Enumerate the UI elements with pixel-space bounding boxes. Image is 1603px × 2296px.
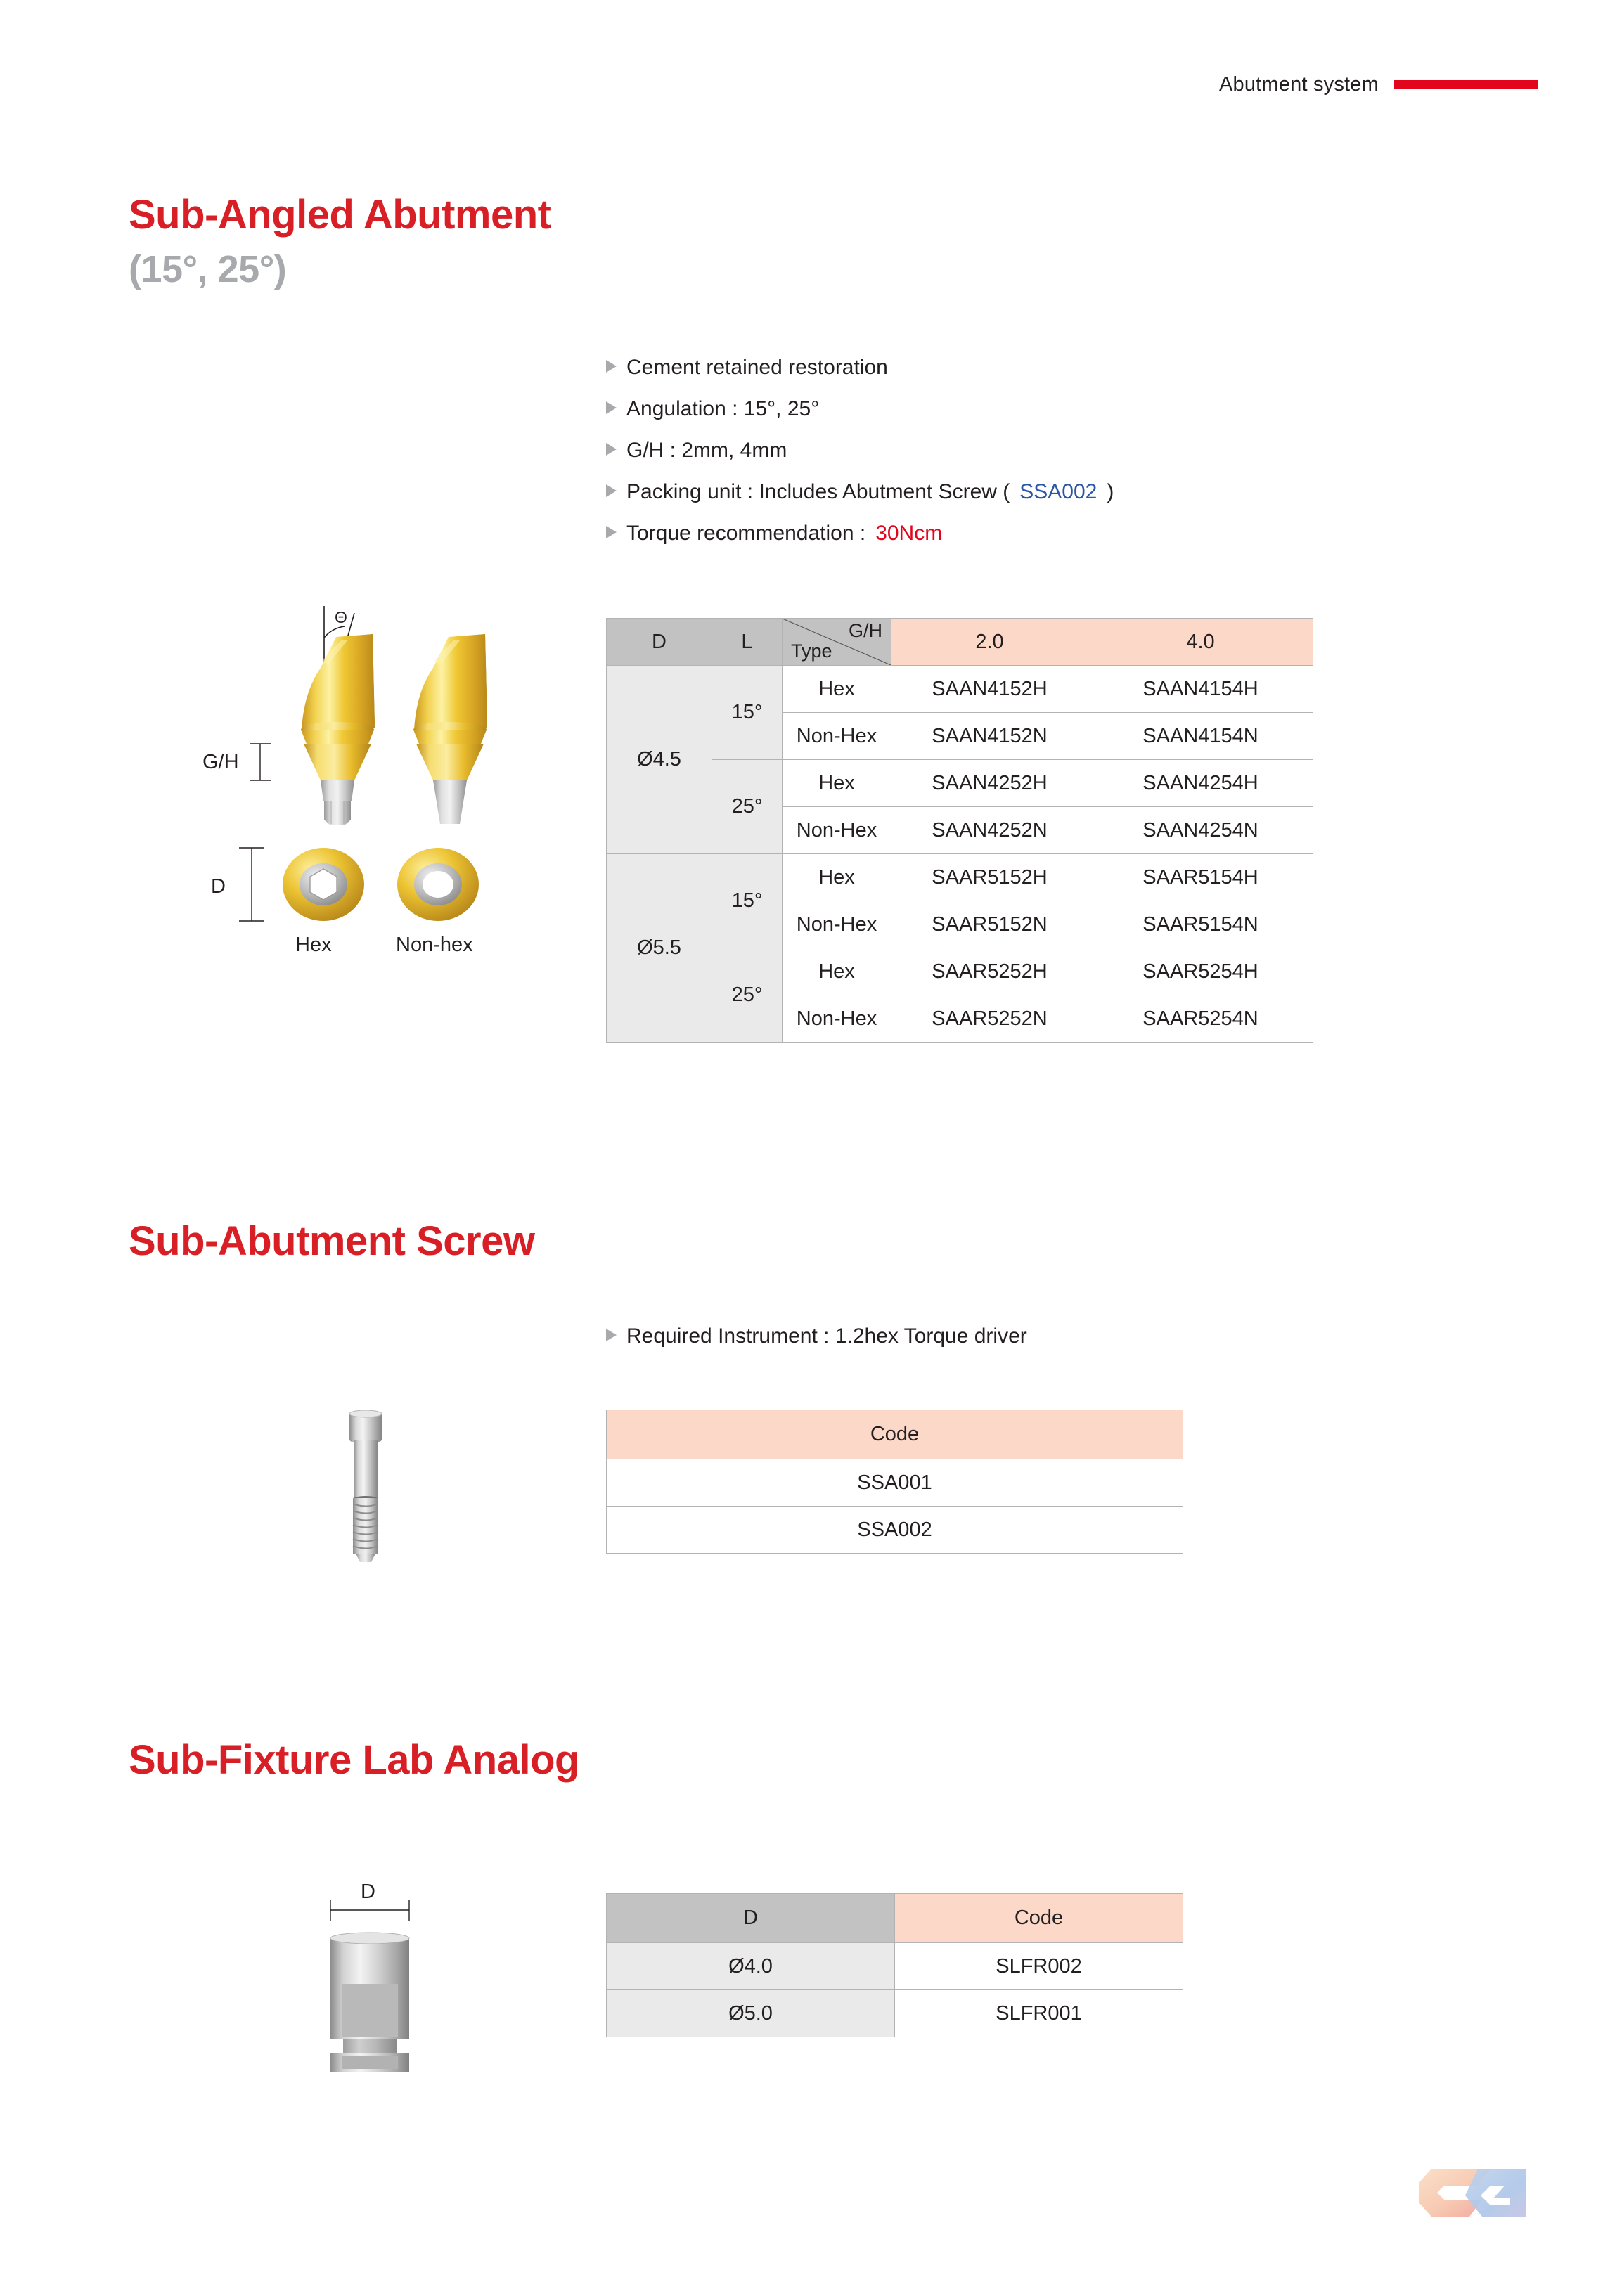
section-2-bullet-list	[606, 1326, 1027, 1367]
cell-code-gh2: SAAN4152H	[891, 666, 1088, 713]
cell-type: Hex	[783, 760, 891, 807]
page-header	[1219, 73, 1538, 96]
angled-abutment-diagram	[197, 569, 562, 963]
list-item	[606, 357, 1114, 378]
cell-code: SSA001	[607, 1459, 1183, 1507]
page-header-rule	[1394, 80, 1538, 89]
lab-analog-svg	[281, 1828, 436, 2074]
cell-code-gh2: SAAR5152H	[891, 854, 1088, 901]
cell-code-gh4: SAAR5154H	[1088, 854, 1313, 901]
sg-logo-icon	[1395, 2158, 1536, 2242]
bullet-text-suffix: )	[1107, 480, 1114, 503]
bullet-text: Torque recommendation :	[626, 522, 866, 545]
section-1-title: Sub-Angled Abutment	[129, 192, 551, 238]
cell-l-angle: 25°	[712, 948, 783, 1043]
triangle-bullet-icon	[606, 526, 617, 538]
screw-svg	[309, 1364, 422, 1568]
cell-type: Hex	[783, 666, 891, 713]
cell-code: SSA002	[607, 1507, 1183, 1554]
table-row	[607, 666, 1313, 713]
col-header-code: Code	[895, 1894, 1183, 1943]
table-row	[607, 760, 1313, 807]
sub-abutment-screw-table	[606, 1410, 1183, 1554]
cell-d-group: Ø5.5	[607, 854, 712, 1043]
list-item	[606, 482, 1114, 503]
table-row	[607, 1943, 1183, 1990]
bullet-text: Packing unit : Includes Abutment Screw (	[626, 480, 1010, 503]
bullet-text: Angulation : 15°, 25°	[626, 397, 820, 420]
table-row	[607, 1459, 1183, 1507]
col-header-code: Code	[607, 1410, 1183, 1459]
col-header-d: D	[607, 619, 712, 666]
bullet-text: G/H : 2mm, 4mm	[626, 439, 787, 462]
caption-hex: Hex	[295, 934, 332, 956]
sub-angled-abutment-table	[606, 618, 1313, 1043]
triangle-bullet-icon	[606, 360, 617, 373]
cell-code-gh2: SAAR5252N	[891, 995, 1088, 1043]
bullet-text: Required Instrument : 1.2hex Torque driver	[626, 1324, 1027, 1348]
section-2-title: Sub-Abutment Screw	[129, 1218, 535, 1264]
cell-code: SLFR002	[895, 1943, 1183, 1990]
list-item	[606, 399, 1114, 420]
header-gh-label: G/H	[848, 620, 882, 641]
d-dimension-label: D	[361, 1881, 375, 1903]
angle-theta-label: Θ	[335, 608, 347, 626]
header-type-label: Type	[791, 640, 832, 662]
cell-type: Non-Hex	[783, 807, 891, 854]
table-row	[607, 854, 1313, 901]
cell-code-gh2: SAAN4152N	[891, 713, 1088, 760]
cell-l-angle: 25°	[712, 760, 783, 854]
sub-fixture-lab-analog-table	[606, 1893, 1183, 2037]
col-header-d: D	[607, 1894, 895, 1943]
sub-fixture-lab-analog-diagram	[281, 1828, 436, 2077]
cell-type: Hex	[783, 948, 891, 995]
cell-d-group: Ø4.5	[607, 666, 712, 854]
triangle-bullet-icon	[606, 484, 617, 497]
screw-code-link[interactable]: SSA002	[1019, 480, 1097, 503]
gh-dimension-label: G/H	[202, 751, 239, 773]
table-row	[607, 1507, 1183, 1554]
cell-d: Ø4.0	[607, 1943, 895, 1990]
col-header-l: L	[712, 619, 783, 666]
triangle-bullet-icon	[606, 1329, 617, 1341]
section-1-bullet-list	[606, 357, 1114, 565]
section-3-title: Sub-Fixture Lab Analog	[129, 1737, 579, 1783]
cell-code-gh4: SAAN4154N	[1088, 713, 1313, 760]
triangle-bullet-icon	[606, 401, 617, 414]
table-row	[607, 1990, 1183, 2037]
cell-code-gh4: SAAR5254H	[1088, 948, 1313, 995]
section-1-subtitle: (15°, 25°)	[129, 248, 287, 290]
cell-type: Non-Hex	[783, 713, 891, 760]
torque-value: 30Ncm	[875, 522, 943, 545]
d-dimension-label: D	[211, 875, 226, 898]
company-logo	[1395, 2158, 1536, 2245]
table-header-row	[607, 1894, 1183, 1943]
col-header-gh-2: 2.0	[891, 619, 1088, 666]
cell-code-gh4: SAAR5154N	[1088, 901, 1313, 948]
cell-code: SLFR001	[895, 1990, 1183, 2037]
col-header-gh-4: 4.0	[1088, 619, 1313, 666]
cell-type: Non-Hex	[783, 995, 891, 1043]
cell-type: Non-Hex	[783, 901, 891, 948]
cell-l-angle: 15°	[712, 666, 783, 760]
cell-code-gh2: SAAN4252N	[891, 807, 1088, 854]
cell-code-gh4: SAAN4254H	[1088, 760, 1313, 807]
cell-type: Hex	[783, 854, 891, 901]
col-header-type-gh	[783, 619, 891, 666]
angled-abutment-svg	[197, 569, 562, 963]
cell-code-gh4: SAAN4154H	[1088, 666, 1313, 713]
sub-abutment-screw-diagram	[309, 1364, 422, 1571]
table-header-row	[607, 619, 1313, 666]
cell-code-gh2: SAAN4252H	[891, 760, 1088, 807]
cell-d: Ø5.0	[607, 1990, 895, 2037]
cell-code-gh4: SAAN4254N	[1088, 807, 1313, 854]
bullet-text: Cement retained restoration	[626, 356, 888, 379]
table-row	[607, 948, 1313, 995]
list-item	[606, 523, 1114, 544]
triangle-bullet-icon	[606, 443, 617, 456]
table-header-row	[607, 1410, 1183, 1459]
list-item	[606, 440, 1114, 461]
cell-l-angle: 15°	[712, 854, 783, 948]
caption-non-hex: Non-hex	[396, 934, 473, 956]
cell-code-gh2: SAAR5252H	[891, 948, 1088, 995]
cell-code-gh2: SAAR5152N	[891, 901, 1088, 948]
cell-code-gh4: SAAR5254N	[1088, 995, 1313, 1043]
page-header-label: Abutment system	[1218, 73, 1379, 96]
list-item	[606, 1326, 1027, 1347]
